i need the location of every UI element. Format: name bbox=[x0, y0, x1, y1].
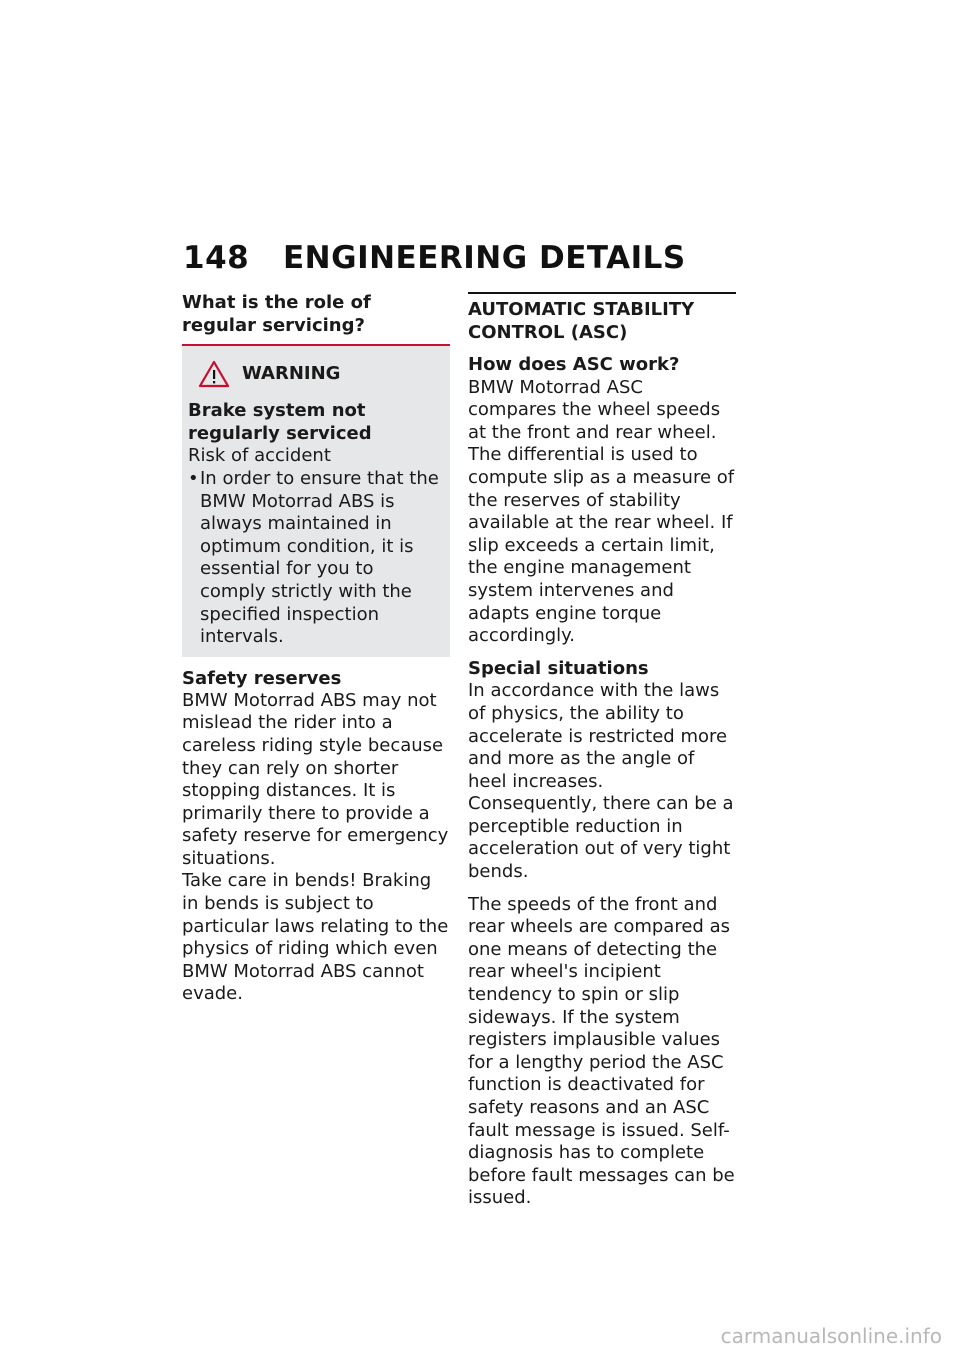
chapter-title: ENGINEERING DETAILS bbox=[283, 240, 686, 276]
warning-label: WARNING bbox=[242, 362, 341, 384]
warning-bullet-text: In order to ensure that the BMW Motorrad ABS is always maintained in optimum condition, it is essential for you to comply strictly with the specified inspection intervals. bbox=[200, 467, 439, 648]
left-column bbox=[182, 292, 450, 1006]
how-asc-heading: How does ASC work? bbox=[468, 354, 680, 375]
how-asc-text: BMW Motorrad ASC compares the wheel speeds at the front and rear wheel. The differential is used to compute slip as a measure of the reserves of stability available at the rear wheel. If slip exceeds a certain limit, the engine management system intervenes and adapts engine torque accordingly. bbox=[468, 376, 735, 647]
right-column bbox=[468, 292, 736, 1210]
warning-subtitle: Brake system not regularly serviced bbox=[188, 400, 372, 444]
safety-reserves-heading: Safety reserves bbox=[182, 667, 342, 689]
warning-triangle-icon bbox=[198, 360, 230, 388]
warning-risk: Risk of accident bbox=[188, 445, 331, 467]
safety-paragraph-1: BMW Motorrad ABS may not mislead the rider into a careless riding style because they can rely on shorter stopping distances. It is primarily there to provide a safety reserve for emergency situations. bbox=[182, 689, 449, 869]
asc-section-title: AUTOMATIC STABILITY CONTROL (ASC) bbox=[468, 299, 695, 343]
section-rule bbox=[468, 292, 736, 294]
page-number: 148 bbox=[183, 240, 250, 276]
safety-paragraph-2: Take care in bends! Braking in bends is subject to particular laws relating to the physics of riding which even BMW Motorrad ABS cannot evade. bbox=[182, 870, 449, 1005]
special-paragraph-2: The speeds of the front and rear wheels are compared as one means of detecting the rear wheel's incipient tendency to spin or slip sideways. If the system registers implausible values for a lengthy period the ASC function is deactivated for safety reasons and an ASC fault message is issued. Self-diagnosis has to complete before fault messages can be issued. bbox=[468, 893, 735, 1209]
special-situations-heading: Special situations bbox=[468, 657, 649, 679]
warning-header bbox=[188, 360, 444, 388]
warning-box bbox=[182, 346, 450, 657]
bullet-dot: • bbox=[188, 467, 199, 489]
watermark: carmanualsonline.info bbox=[720, 1324, 942, 1348]
servicing-heading: What is the role of regular servicing? bbox=[182, 292, 371, 336]
page-header bbox=[183, 240, 686, 276]
special-paragraph-1: In accordance with the laws of physics, the ability to accelerate is restricted more and more as the angle of heel increases. Consequently, there can be a perceptible reduction in acceleration out of very tight bends. bbox=[468, 680, 734, 883]
warning-bullet bbox=[188, 468, 444, 649]
